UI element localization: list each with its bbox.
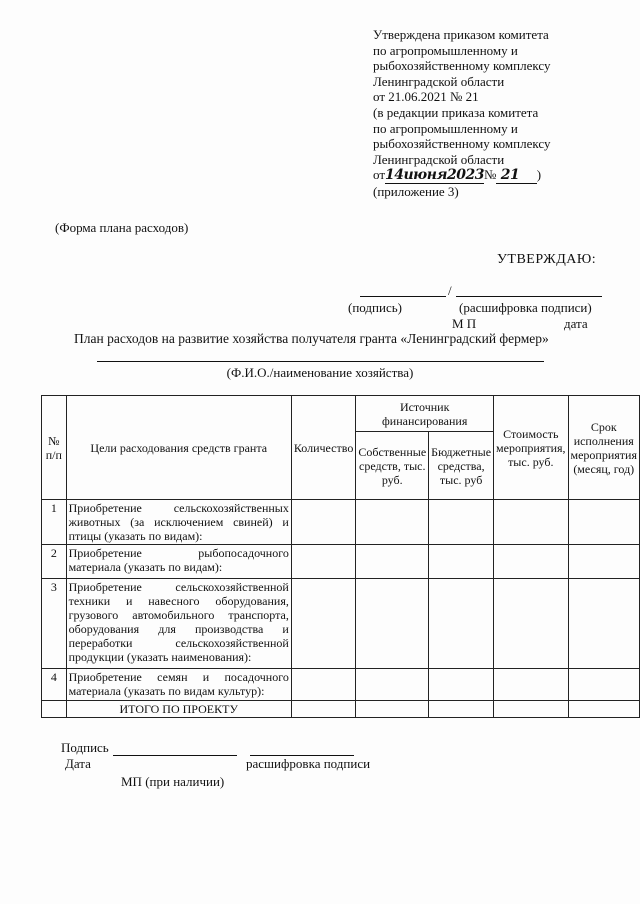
- signature-label: (подпись): [348, 300, 402, 315]
- table-row: [42, 545, 640, 579]
- signature-decode-line: [456, 296, 602, 297]
- approval-block: [373, 27, 550, 200]
- row-goal: Приобретение сельскохозяйственных животных (за исключением свиней) и птицы (указать по видам):: [66, 500, 291, 545]
- header-deadline: Срок исполнения мероприятия (месяц, год): [568, 396, 639, 500]
- row-number: 1: [42, 500, 67, 545]
- edition-close: ): [536, 167, 542, 183]
- row-number: 2: [42, 545, 67, 579]
- row-quantity[interactable]: [291, 545, 355, 579]
- fio-line: [97, 361, 544, 362]
- row-deadline[interactable]: [568, 500, 639, 545]
- row-cost[interactable]: [494, 579, 568, 669]
- header-cost: Стоимость мероприятия, тыс. руб.: [494, 396, 568, 500]
- row-quantity[interactable]: [291, 669, 355, 701]
- row-deadline[interactable]: [568, 669, 639, 701]
- row-budget-funds[interactable]: [429, 500, 494, 545]
- total-number-cell: [42, 701, 67, 718]
- footer-sign-label: Подпись: [61, 740, 109, 755]
- row-own-funds[interactable]: [356, 500, 429, 545]
- appendix-label: (приложение 3): [373, 183, 459, 199]
- plan-title: План расходов на развитие хозяйства получателя гранта «Ленинградский фермер»: [74, 331, 549, 346]
- row-cost[interactable]: [494, 545, 568, 579]
- stamp-label: М П: [452, 316, 477, 331]
- signature-decode-label: (расшифровка подписи): [459, 300, 592, 315]
- header-budget-funds: Бюджетные средства, тыс. руб: [429, 432, 494, 500]
- header-goals: Цели расходования средств гранта: [66, 396, 291, 500]
- row-quantity[interactable]: [291, 579, 355, 669]
- header-source: Источник финансирования: [356, 396, 494, 432]
- approval-line: (в редакции приказа комитета: [373, 104, 539, 120]
- approval-line: по агропромышленному и: [373, 120, 518, 136]
- edition-number-label: №: [484, 167, 497, 183]
- row-quantity[interactable]: [291, 500, 355, 545]
- approve-heading: УТВЕРЖДАЮ:: [497, 252, 597, 267]
- table-total-row: [42, 701, 640, 718]
- row-cost[interactable]: [494, 500, 568, 545]
- row-own-funds[interactable]: [356, 579, 429, 669]
- header-own-funds: Собственные средств, тыс. руб.: [356, 432, 429, 500]
- row-budget-funds[interactable]: [429, 669, 494, 701]
- table-row: [42, 500, 640, 545]
- row-deadline[interactable]: [568, 579, 639, 669]
- approval-line: Ленинградской области: [373, 151, 505, 167]
- total-quantity[interactable]: [291, 701, 355, 718]
- approval-line: Ленинградской области: [373, 73, 505, 89]
- approval-line: от 21.06.2021 № 21: [373, 89, 479, 105]
- signature-slash: /: [448, 283, 452, 298]
- total-label: ИТОГО ПО ПРОЕКТУ: [66, 701, 291, 718]
- row-number: 4: [42, 669, 67, 701]
- edition-prefix: от: [373, 167, 386, 183]
- header-number: № п/п: [42, 396, 67, 500]
- row-deadline[interactable]: [568, 545, 639, 579]
- row-goal: Приобретение рыбопосадочного материала (указать по видам):: [66, 545, 291, 579]
- row-number: 3: [42, 579, 67, 669]
- total-budget-funds[interactable]: [429, 701, 494, 718]
- row-budget-funds[interactable]: [429, 545, 494, 579]
- approval-line: рыбохозяйственному комплексу: [373, 136, 551, 152]
- footer-signature-line: [113, 755, 237, 756]
- header-quantity: Количество: [291, 396, 355, 500]
- row-cost[interactable]: [494, 669, 568, 701]
- table-row: [42, 669, 640, 701]
- footer-signature-block: [61, 740, 391, 790]
- signature-line: [360, 296, 446, 297]
- total-deadline[interactable]: [568, 701, 639, 718]
- table-row: [42, 579, 640, 669]
- footer-date-label: Дата: [65, 756, 91, 771]
- date-label: дата: [564, 316, 588, 331]
- signature-labels: [348, 300, 606, 334]
- handwritten-edition-date: 14июня2023: [385, 167, 485, 184]
- form-type-label: (Форма плана расходов): [55, 220, 189, 235]
- total-own-funds[interactable]: [356, 701, 429, 718]
- edition-date-line: [373, 167, 550, 184]
- expense-plan-table: [41, 395, 640, 718]
- approval-line: рыбохозяйственному комплексу: [373, 58, 551, 74]
- row-goal: Приобретение сельскохозяйственной техники и навесного оборудования, грузового автомобильного транспорта, оборудования для производства и переработки сельскохозяйственной продукции (указать наименования):: [66, 579, 291, 669]
- approval-line: Утверждена приказом комитета: [373, 27, 549, 42]
- row-budget-funds[interactable]: [429, 579, 494, 669]
- handwritten-edition-number: 21: [496, 167, 536, 184]
- row-own-funds[interactable]: [356, 669, 429, 701]
- footer-decode-line: [250, 755, 354, 756]
- total-cost[interactable]: [494, 701, 568, 718]
- row-goal: Приобретение семян и посадочного материала (указать по видам культур):: [66, 669, 291, 701]
- footer-stamp-label: МП (при наличии): [121, 774, 225, 789]
- approval-line: по агропромышленному и: [373, 42, 518, 58]
- fio-label: (Ф.И.О./наименование хозяйства): [226, 365, 414, 380]
- footer-decode-label: расшифровка подписи: [246, 756, 371, 771]
- row-own-funds[interactable]: [356, 545, 429, 579]
